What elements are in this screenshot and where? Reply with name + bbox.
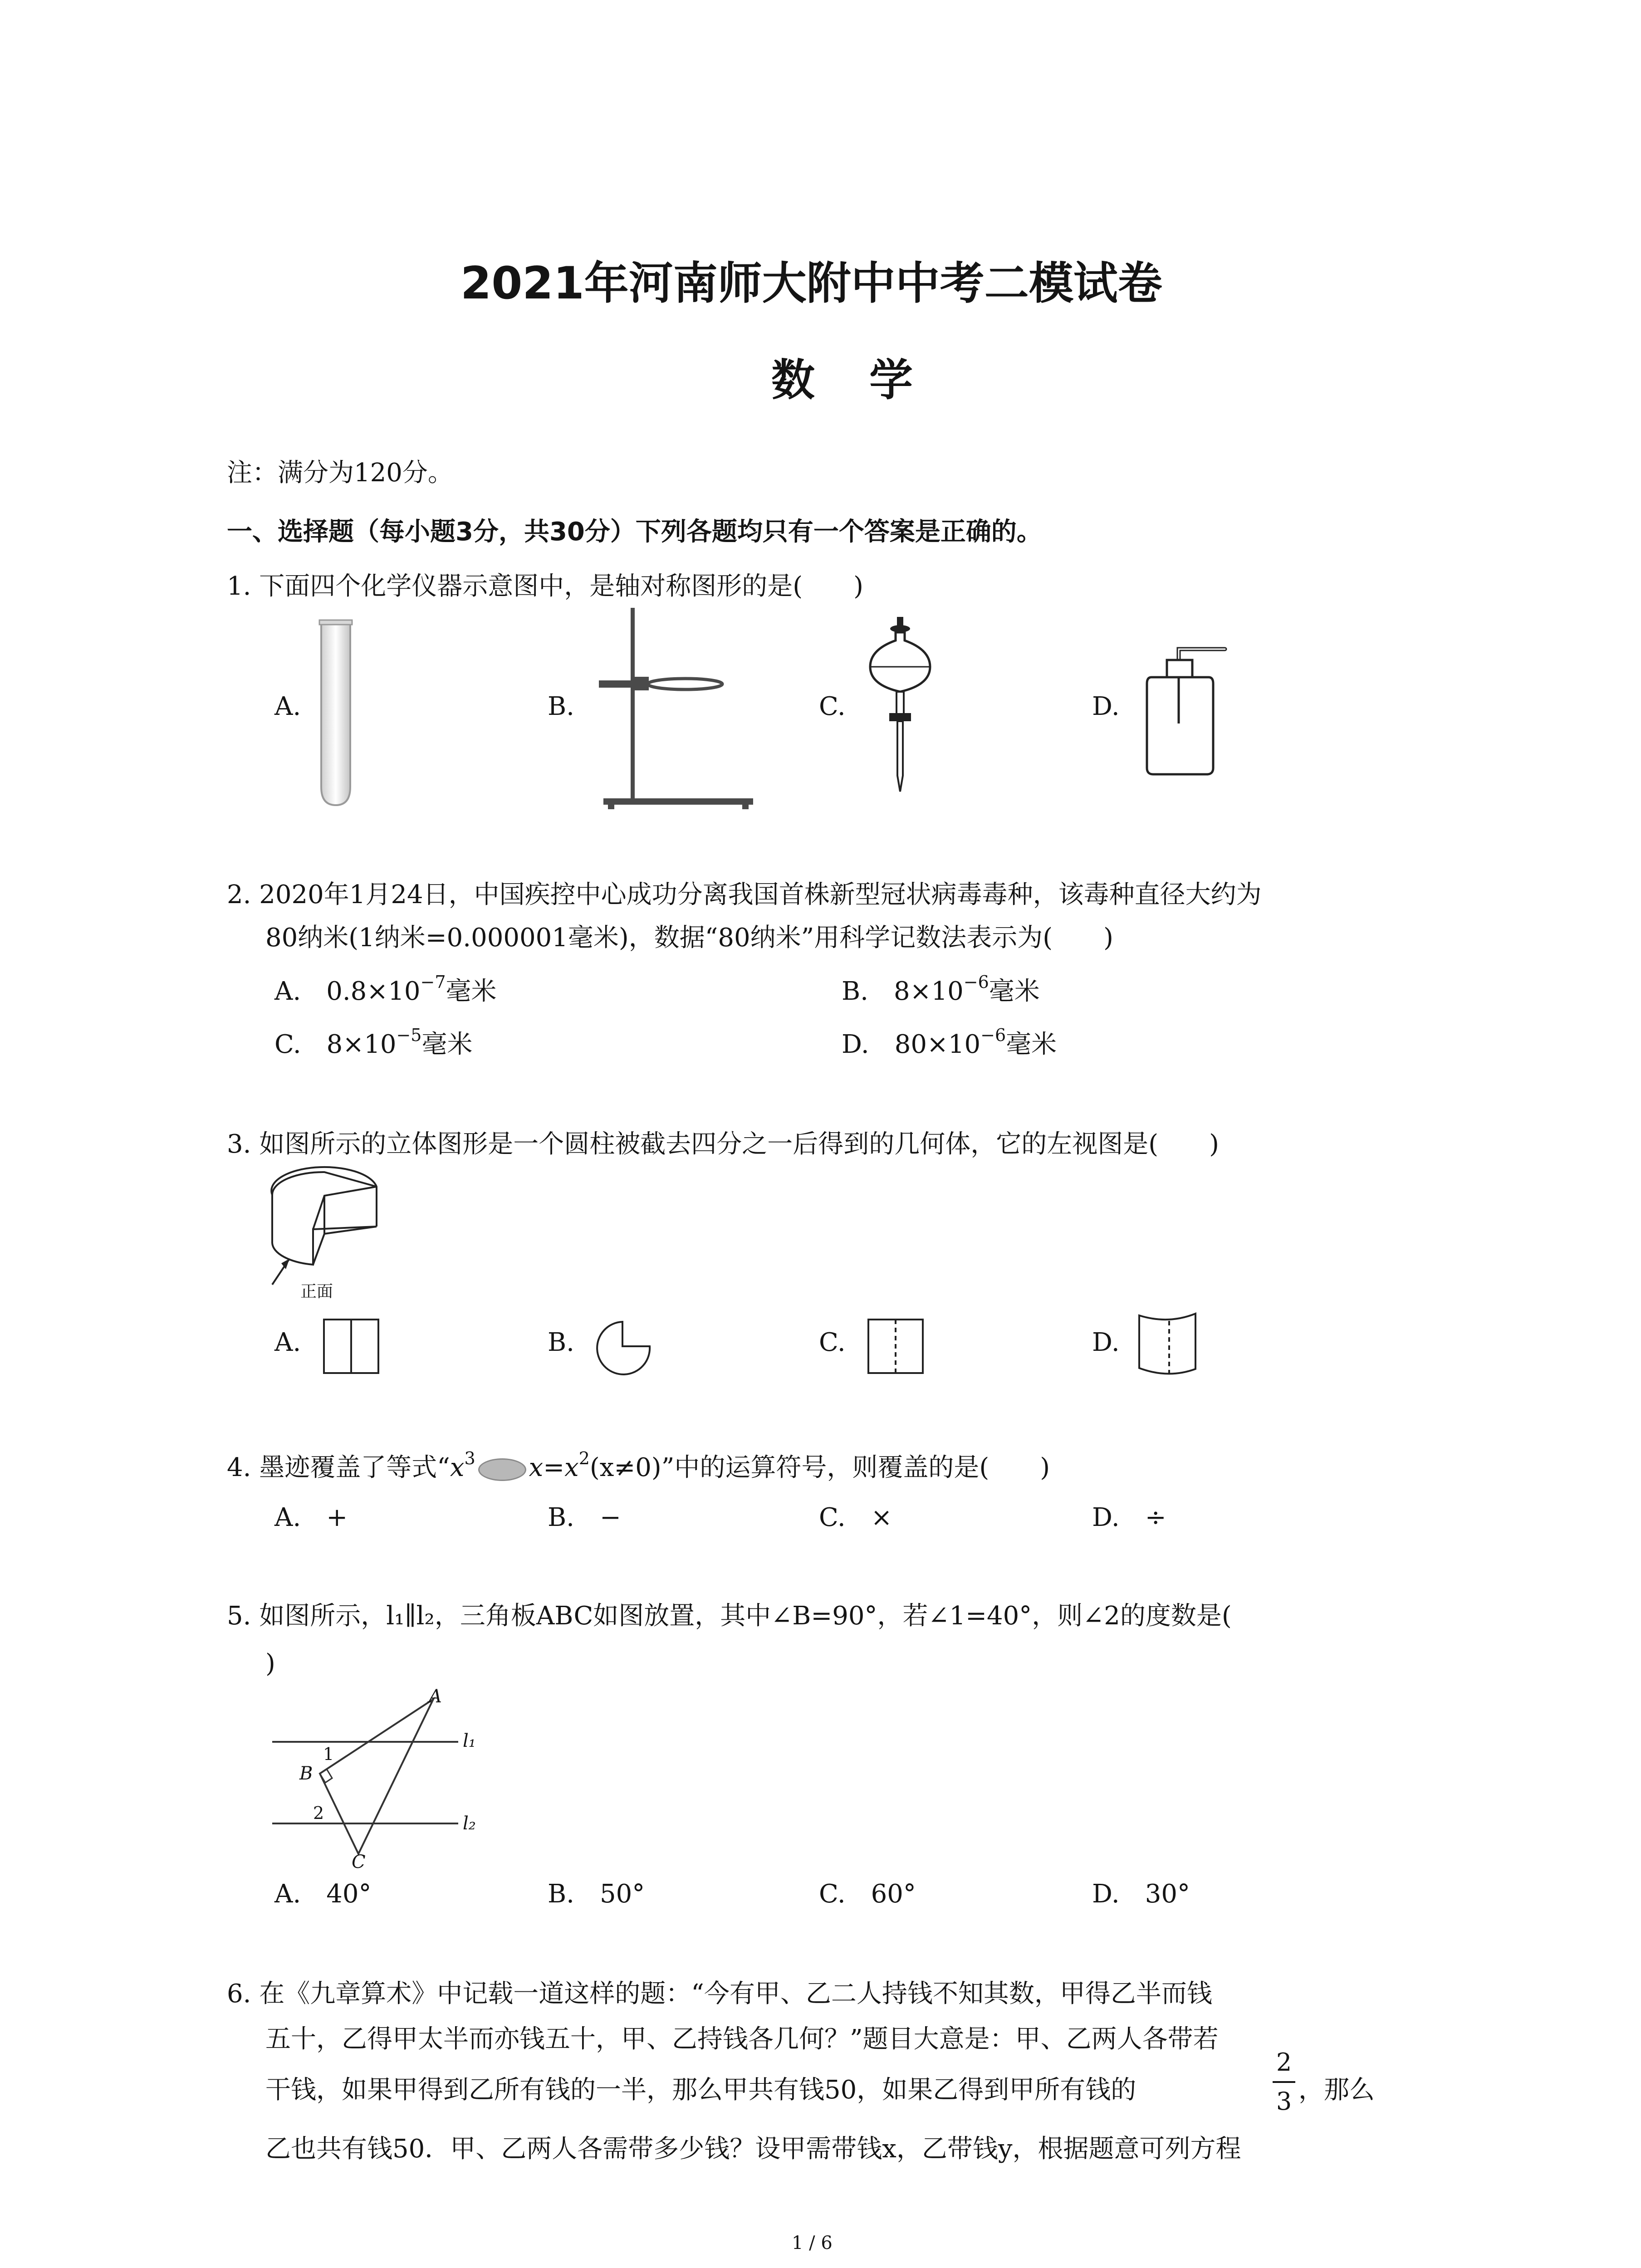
q5-label-b: B	[299, 1763, 313, 1784]
page-subtitle: 数学	[771, 355, 967, 406]
q2-option-b-label: B.	[842, 977, 868, 1006]
q1-option-b-label: B.	[548, 692, 574, 721]
q4-mid: x=x	[529, 1453, 579, 1482]
page-number: 1 / 6	[792, 2233, 833, 2253]
q5-label-2: 2	[313, 1803, 324, 1823]
q1-stem: 1. 下面四个化学仪器示意图中，是轴对称图形的是( )	[227, 572, 863, 601]
q2-option-c-unit: 毫米	[421, 1030, 473, 1059]
q2-option-b-exp: −6	[963, 972, 989, 992]
test-tube-icon	[318, 619, 354, 810]
q2-option-c-base: 8×10	[326, 1030, 397, 1059]
q6-fraction	[1273, 2050, 1295, 2114]
q5-label-l2: l₂	[463, 1813, 476, 1834]
q6-stem-line3b: ，那么	[1298, 2075, 1375, 2105]
q4-option-a: A. +	[274, 1503, 348, 1532]
q2-option-d-unit: 毫米	[1006, 1030, 1057, 1059]
q2-option-d	[842, 1025, 1057, 1059]
q1-option-a-label: A.	[274, 692, 301, 721]
q4-stem-post: (x≠0)”中的运算符号，则覆盖的是( )	[589, 1453, 1050, 1482]
q1-option-d-label: D.	[1092, 692, 1120, 721]
q6-fraction-den: 3	[1276, 2087, 1292, 2116]
q5-option-b: B. 50°	[548, 1879, 645, 1909]
q3-view-b	[594, 1320, 653, 1374]
q6-fraction-num: 2	[1276, 2048, 1292, 2077]
q4-exp-3: 3	[464, 1448, 475, 1468]
q2-stem-line2: 80纳米(1纳米=0.000001毫米)，数据“80纳米”用科学记数法表示为( )	[265, 923, 1113, 953]
q3-view-a	[322, 1318, 381, 1377]
q2-option-b	[842, 972, 1040, 1006]
score-note: 注：满分为120分。	[227, 458, 453, 488]
q3-option-d-label: D.	[1092, 1328, 1120, 1357]
q4-option-b: B. −	[548, 1503, 621, 1532]
q4-option-d: D. ÷	[1092, 1503, 1166, 1532]
page-title: 2021年河南师大附中中考二模试卷	[460, 258, 1162, 309]
q4-option-c: C. ×	[819, 1503, 892, 1532]
q3-option-b-label: B.	[548, 1328, 574, 1357]
q4-stem-pre: 4. 墨迹覆盖了等式“	[227, 1453, 450, 1482]
q1-option-c-label: C.	[819, 692, 846, 721]
q2-option-a-base: 0.8×10	[326, 977, 421, 1006]
q2-option-a	[274, 972, 497, 1006]
q5-stem-line2: )	[265, 1649, 275, 1678]
q2-stem-line1: 2. 2020年1月24日，中国疾控中心成功分离我国首株新型冠状病毒毒种，该毒种直径大约为	[227, 880, 1262, 909]
q2-option-a-unit: 毫米	[446, 977, 497, 1006]
q5-stem-line1: 5. 如图所示，l₁∥l₂，三角板ABC如图放置，其中∠B=90°，若∠1=40°，则∠2的度数是(	[227, 1601, 1232, 1631]
retort-stand-icon	[599, 608, 758, 812]
q3-option-a-label: A.	[274, 1328, 301, 1357]
cut-cylinder-figure	[263, 1166, 399, 1302]
q5-option-c: C. 60°	[819, 1879, 916, 1909]
q5-label-a: A	[429, 1686, 442, 1707]
separatory-funnel-icon	[867, 617, 935, 794]
q2-option-c	[274, 1025, 473, 1059]
q2-option-c-label: C.	[274, 1030, 301, 1059]
section-heading: 一、选择题（每小题3分，共30分）下列各题均只有一个答案是正确的。	[227, 517, 1042, 547]
q2-option-b-unit: 毫米	[989, 977, 1040, 1006]
q4-stem	[227, 1448, 1050, 1482]
ink-blot	[478, 1458, 526, 1481]
q5-label-l1: l₁	[463, 1730, 476, 1751]
q6-stem-line3: 干钱，如果甲得到乙所有钱的一半，那么甲共有钱50，如果乙得到甲所有钱的	[265, 2075, 1136, 2105]
q2-option-d-exp: −6	[980, 1025, 1006, 1045]
q2-option-d-label: D.	[842, 1030, 869, 1059]
q4-var-x: x	[450, 1453, 465, 1482]
q6-stem-line4: 乙也共有钱50．甲、乙两人各需带多少钱？设甲需带钱x，乙带钱y，根据题意可列方程	[265, 2134, 1241, 2164]
q6-stem-line2: 五十，乙得甲太半而亦钱五十，甲、乙持钱各几何？”题目大意是：甲、乙两人各带若	[265, 2024, 1219, 2054]
q5-option-d: D. 30°	[1092, 1879, 1190, 1909]
q3-view-d	[1136, 1311, 1205, 1379]
q6-stem-line1: 6. 在《九章算术》中记载一道这样的题：“今有甲、乙二人持钱不知其数，甲得乙半而钱	[227, 1979, 1212, 2009]
q2-option-a-label: A.	[274, 977, 301, 1006]
q2-option-d-base: 80×10	[894, 1030, 981, 1059]
q3-stem: 3. 如图所示的立体图形是一个圆柱被截去四分之一后得到的几何体，它的左视图是( )	[227, 1129, 1219, 1159]
q4-exp-2: 2	[578, 1448, 590, 1468]
q3-option-c-label: C.	[819, 1328, 846, 1357]
q6-fraction-bar	[1273, 2081, 1295, 2083]
q2-option-b-base: 8×10	[893, 977, 964, 1006]
q2-option-a-exp: −7	[420, 972, 446, 992]
q5-label-1: 1	[323, 1744, 334, 1764]
q5-label-c: C	[352, 1852, 366, 1872]
q5-option-a: A. 40°	[274, 1879, 372, 1909]
wash-bottle-icon	[1143, 646, 1230, 778]
q3-view-c	[867, 1318, 926, 1377]
q2-option-c-exp: −5	[396, 1025, 422, 1045]
q3-front-label: 正面	[300, 1282, 333, 1301]
